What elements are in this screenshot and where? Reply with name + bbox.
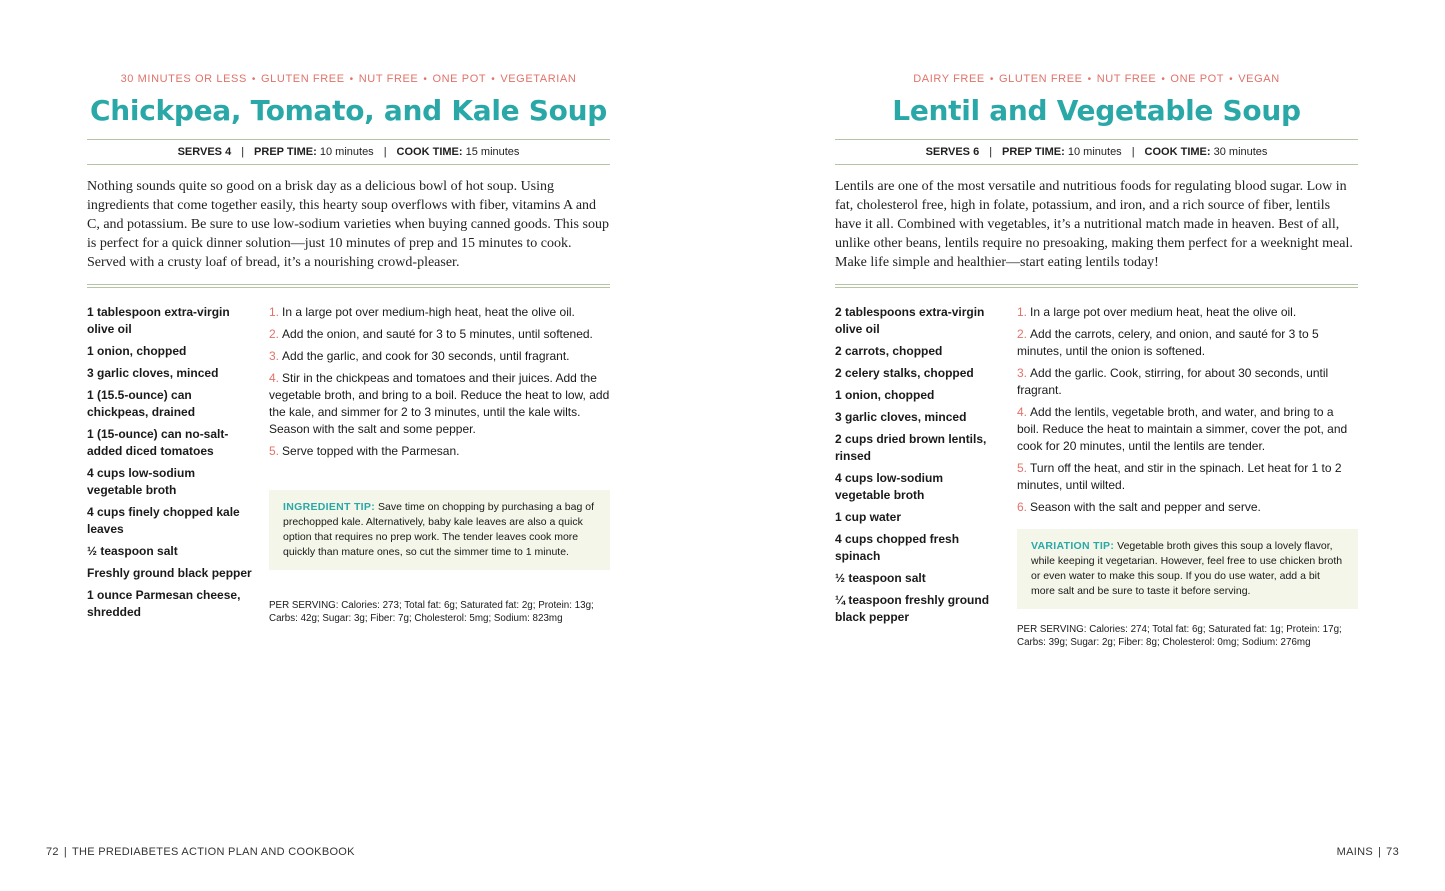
tag-separator-dot: • [1161, 74, 1166, 85]
recipe-meta [87, 139, 610, 165]
ingredient-item: 1 (15.5-ounce) can chickpeas, drained [87, 388, 196, 419]
step-text: Stir in the chickpeas and tomatoes and their juices. Add the vegetable broth, and bring to a boil. Reduce the heat to low, add the kale, and simmer for 2 to 3 minutes, until the kale wilts. Season with the salt and some pepper. [269, 371, 610, 436]
step-item [1017, 404, 1358, 455]
footer-separator: | [63, 846, 68, 858]
step-text: Season with the salt and pepper and serve. [1030, 500, 1261, 514]
ingredient-item: 1 (15-ounce) can no-salt-added diced tomatoes [87, 427, 229, 458]
recipe-tags [87, 73, 610, 85]
step-text: Add the lentils, vegetable broth, and water, and bring to a boil. Reduce the heat to maintain a simmer, cover the pot, and cook for 20 minutes, until the lentils are tender. [1017, 405, 1348, 453]
ingredient-item: 2 tablespoons extra-virgin olive oil [835, 305, 985, 336]
meta-separator: | [383, 146, 387, 158]
variation-tip-box [1017, 529, 1358, 609]
step-item [1017, 304, 1358, 321]
tag-separator-dot: • [1229, 74, 1234, 85]
meta-separator: | [1131, 146, 1135, 158]
step-number: 3. [1017, 366, 1028, 380]
tag-separator-dot: • [423, 74, 428, 85]
section-divider [835, 284, 1358, 288]
tag: VEGAN [1238, 73, 1280, 85]
step-item [1017, 365, 1358, 399]
ingredient-item: 3 garlic cloves, minced [835, 410, 967, 424]
ingredient-item: Freshly ground black pepper [87, 566, 252, 580]
step-text: Add the onion, and sauté for 3 to 5 minutes, until softened. [282, 327, 593, 341]
section-name: MAINS [1336, 846, 1373, 858]
serves-label: SERVES 6 [925, 146, 980, 158]
step-item [269, 370, 610, 438]
meta-separator: | [989, 146, 993, 158]
tag-separator-dot: • [989, 74, 994, 85]
step-number: 5. [269, 444, 280, 458]
ingredient-item: ½ teaspoon salt [87, 544, 178, 558]
ingredient-tip-box [269, 490, 610, 570]
right-footer [1337, 846, 1399, 858]
ingredient-item: 4 cups low-sodium vegetable broth [87, 466, 196, 497]
footer-separator: | [1377, 846, 1382, 858]
step-number: 4. [1017, 405, 1028, 419]
step-text: In a large pot over medium-high heat, heat the olive oil. [282, 305, 575, 319]
cook-label: COOK TIME: [1144, 146, 1211, 158]
ingredient-item: ¼ teaspoon freshly ground black pepper [835, 593, 990, 624]
step-list [1017, 304, 1358, 521]
tag: NUT FREE [1096, 73, 1157, 85]
step-number: 4. [269, 371, 280, 385]
tag-separator-dot: • [1087, 74, 1092, 85]
ingredient-item: 2 cups dried brown lentils, rinsed [835, 432, 987, 463]
step-text: Turn off the heat, and stir in the spinach. Let heat for 1 to 2 minutes, until wilted. [1017, 461, 1342, 492]
tag: GLUTEN FREE [261, 73, 345, 85]
tag: NUT FREE [358, 73, 419, 85]
step-number: 1. [1017, 305, 1028, 319]
prep-value: 10 minutes [319, 146, 374, 158]
step-item [269, 443, 610, 460]
recipe-intro: Lentils are one of the most versatile and nutritious foods for regulating blood sugar. Low in fat, cholesterol free, high in folate, potassium, and iron, and a rich source of fiber, lentils have it all. Combined with vegetables, it’s a nutritional match made in heaven. Best of all, unlike other beans, lentils require no presoaking, making them perfect for a weeknight meal. Make life simple and healthier—start eating lentils today! [835, 179, 1353, 270]
ingredient-item: 1 tablespoon extra-virgin olive oil [87, 305, 230, 336]
nutrition-info: PER SERVING: Calories: 274; Total fat: 6g; Saturated fat: 1g; Protein: 17g; Carbs: 39g; Sugar: 2g; Fiber: 8g; Cholesterol: 0mg; Sodium: 276mg [1017, 624, 1342, 648]
page-number: 72 [46, 846, 59, 858]
recipe-title: Chickpea, Tomato, and Kale Soup [90, 94, 607, 127]
step-number: 2. [269, 327, 280, 341]
tag: ONE POT [1170, 73, 1225, 85]
step-number: 3. [269, 349, 280, 363]
tag: ONE POT [432, 73, 487, 85]
meta-separator: | [241, 146, 245, 158]
ingredient-item: 4 cups finely chopped kale leaves [87, 505, 240, 536]
ingredient-item: 1 onion, chopped [835, 388, 935, 402]
tag-separator-dot: • [491, 74, 496, 85]
step-text: Add the garlic. Cook, stirring, for about 30 seconds, until fragrant. [1017, 366, 1329, 397]
tag: 30 MINUTES OR LESS [120, 73, 247, 85]
ingredient-item: 2 celery stalks, chopped [835, 366, 974, 380]
recipe-intro: Nothing sounds quite so good on a brisk day as a delicious bowl of hot soup. Using ingredients that come together easily, this hearty soup overflows with fiber, vitamins A and C, and potassium. Be sure to use low-sodium varieties when buying canned goods. This soup is perfect for a quick dinner solution—just 10 minutes of prep and 15 minutes to cook. Served with a crusty loaf of bread, it’s a nourishing crowd-pleaser. [87, 179, 609, 270]
recipe-tags [835, 73, 1358, 85]
prep-label: PREP TIME: [254, 146, 317, 158]
cook-label: COOK TIME: [396, 146, 463, 158]
tag-separator-dot: • [349, 74, 354, 85]
ingredient-item: 1 ounce Parmesan cheese, shredded [87, 588, 241, 619]
prep-value: 10 minutes [1067, 146, 1122, 158]
tag: GLUTEN FREE [998, 73, 1083, 85]
book-title: THE PREDIABETES ACTION PLAN AND COOKBOOK [72, 846, 355, 858]
step-text: Add the garlic, and cook for 30 seconds, until fragrant. [282, 349, 570, 363]
serves-label: SERVES 4 [177, 146, 232, 158]
step-text: Add the carrots, celery, and onion, and sauté for 3 to 5 minutes, until the onion is softened. [1017, 327, 1319, 358]
step-item [1017, 326, 1358, 360]
ingredient-list [835, 304, 1000, 631]
tip-text: Vegetable broth gives this soup a lovely flavor, while keeping it vegetarian. However, feel free to use chicken broth or even water to make this soup. If you do use water, add a bit more salt and be sure to taste it before serving. [1031, 540, 1343, 597]
ingredient-item: 1 cup water [835, 510, 902, 524]
step-item [1017, 499, 1358, 516]
tag: DAIRY FREE [913, 73, 985, 85]
ingredient-list [87, 304, 252, 626]
page-number: 73 [1386, 846, 1399, 858]
nutrition-info: PER SERVING: Calories: 273; Total fat: 6g; Saturated fat: 2g; Protein: 13g; Carbs: 42g; Sugar: 3g; Fiber: 7g; Cholesterol: 5mg; Sodium: 823mg [269, 600, 594, 624]
recipe-title: Lentil and Vegetable Soup [892, 94, 1301, 127]
step-text: In a large pot over medium heat, heat the olive oil. [1030, 305, 1297, 319]
ingredient-item: ½ teaspoon salt [835, 571, 926, 585]
step-item [269, 304, 610, 321]
tip-text: Save time on chopping by purchasing a bag of prechopped kale. Alternatively, baby kale leaves are also a quick option that requires no prep work. The tender leaves cook more quickly than mature ones, so cut the simmer time to 1 minute. [283, 501, 594, 558]
step-item [269, 348, 610, 365]
step-number: 6. [1017, 500, 1028, 514]
step-list [269, 304, 610, 465]
left-footer [46, 846, 355, 858]
cook-value: 15 minutes [465, 146, 520, 158]
tag-separator-dot: • [251, 74, 257, 85]
tip-label: VARIATION TIP: [1031, 540, 1115, 552]
step-text: Serve topped with the Parmesan. [282, 444, 460, 458]
cook-value: 30 minutes [1213, 146, 1268, 158]
step-item [1017, 460, 1358, 494]
recipe-meta [835, 139, 1358, 165]
ingredient-item: 3 garlic cloves, minced [87, 366, 219, 380]
ingredient-item: 1 onion, chopped [87, 344, 187, 358]
tag: VEGETARIAN [500, 73, 577, 85]
step-number: 2. [1017, 327, 1028, 341]
step-number: 1. [269, 305, 280, 319]
step-number: 5. [1017, 461, 1028, 475]
section-divider [87, 284, 610, 288]
ingredient-item: 4 cups low-sodium vegetable broth [835, 471, 944, 502]
ingredient-item: 4 cups chopped fresh spinach [835, 532, 960, 563]
tip-label: INGREDIENT TIP: [283, 501, 376, 513]
ingredient-item: 2 carrots, chopped [835, 344, 943, 358]
step-item [269, 326, 610, 343]
prep-label: PREP TIME: [1002, 146, 1065, 158]
